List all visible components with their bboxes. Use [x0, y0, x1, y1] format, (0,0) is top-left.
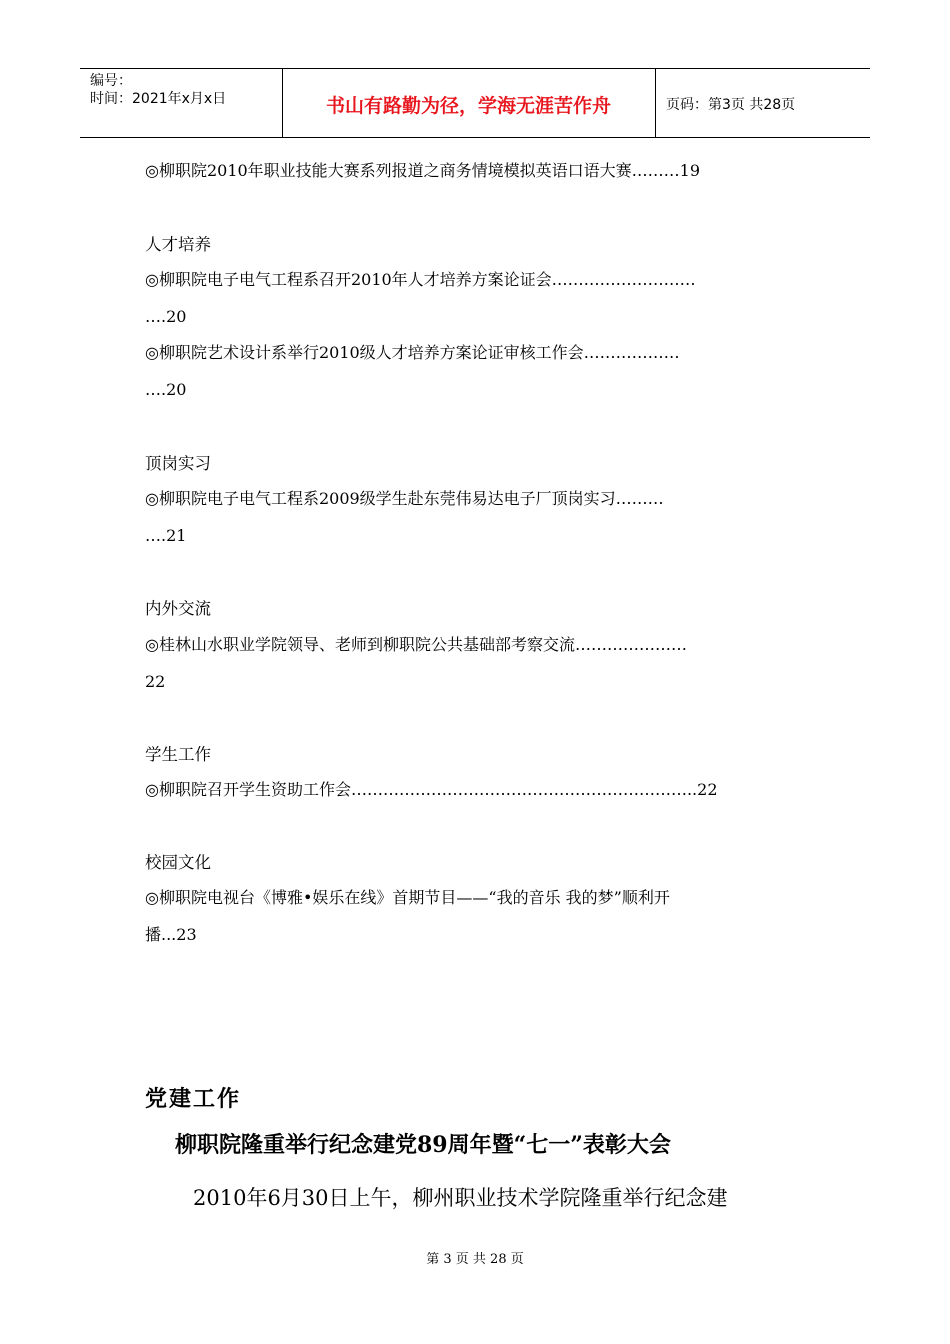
toc-entry-continuation[interactable]: 22 [145, 672, 166, 691]
document-header [80, 68, 870, 138]
toc-entry-continuation[interactable]: ….21 [145, 526, 187, 545]
document-time-label: 时间：2021年x月x日 [90, 91, 227, 107]
header-meta-cell [80, 69, 283, 137]
section-title: 党建工作 [145, 1086, 242, 1112]
toc-entry[interactable]: ◎柳职院召开学生资助工作会………………………………………………………..22 [145, 780, 718, 799]
toc-entry[interactable]: ◎柳职院艺术设计系举行2010级人才培养方案论证审核工作会……………… [145, 343, 680, 362]
header-page-cell [656, 69, 870, 137]
page-footer: 第 3 页 共 28 页 [426, 1252, 524, 1267]
toc-category: 内外交流 [145, 599, 211, 618]
document-number-label: 编号： [90, 73, 132, 89]
toc-entry[interactable]: ◎柳职院电子电气工程系召开2010年人才培养方案论证会……………………… [145, 270, 696, 289]
toc-entry[interactable]: ◎桂林山水职业学院领导、老师到柳职院公共基础部考察交流………………… [145, 635, 687, 654]
header-slogan: 书山有路勤为径，学海无涯苦作舟 [325, 95, 611, 117]
header-slogan-cell [282, 69, 656, 137]
toc-entry-continuation[interactable]: ….20 [145, 380, 187, 399]
article-body-first-line: 2010年6月30日上午，柳州职业技术学院隆重举行纪念建 [193, 1186, 728, 1210]
header-page-info: 页码：第3页 共28页 [666, 97, 796, 113]
article-title: 柳职院隆重举行纪念建党89周年暨“七一”表彰大会 [175, 1132, 671, 1158]
toc-category: 人才培养 [145, 235, 211, 254]
toc-entry-continuation[interactable]: 播...23 [145, 925, 197, 944]
toc-category: 顶岗实习 [145, 454, 211, 473]
toc-entry[interactable]: ◎柳职院电视台《博雅•娱乐在线》首期节目——“我的音乐 我的梦”顺利开 [145, 888, 670, 907]
toc-category: 校园文化 [145, 853, 211, 872]
toc-entry[interactable]: ◎柳职院电子电气工程系2009级学生赴东莞伟易达电子厂顶岗实习……… [145, 489, 664, 508]
toc-entry-continuation[interactable]: ….20 [145, 307, 187, 326]
toc-category: 学生工作 [145, 745, 211, 764]
toc-entry[interactable]: ◎柳职院2010年职业技能大赛系列报道之商务情境模拟英语口语大赛………19 [145, 161, 701, 180]
